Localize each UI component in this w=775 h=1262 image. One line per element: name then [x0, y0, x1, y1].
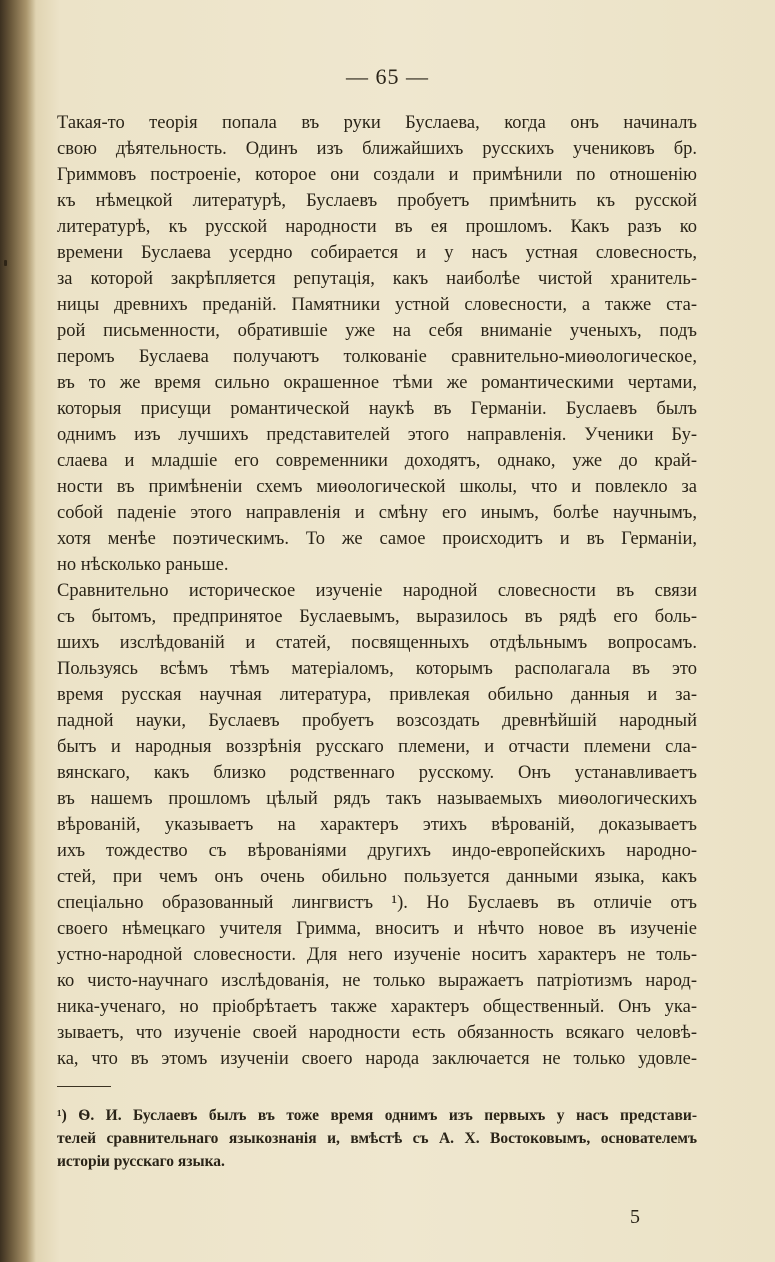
text-line: времени Буслаева усердно собирается и у насъ устная словесность, [57, 243, 697, 263]
text-line: въ то же время сильно окрашенное тѣми же романтическими чертами, [57, 373, 697, 393]
text-line: ихъ тождество съ вѣрованіями другихъ индо-европейскихъ народно- [57, 841, 697, 861]
text-line: падной науки, Буслаевъ пробуетъ возсоздать древнѣйшій народный [57, 711, 697, 731]
text-line: ка, что въ этомъ изученіи своего народа заключается не только удовле- [57, 1049, 697, 1069]
text-line: хотя менѣе поэтическимъ. То же самое происходитъ и въ Германіи, [57, 529, 697, 549]
text-line: перомъ Буслаева получаютъ толкованіе сравнительно-миѳологическое, [57, 347, 697, 367]
text-line: ности въ примѣненіи схемъ миѳологической школы, что и повлекло за [57, 477, 697, 497]
signature-mark: 5 [630, 1206, 640, 1228]
text-line: вянскаго, какъ близко родственнаго русскому. Онъ устанавливаетъ [57, 763, 697, 783]
text-line: шихъ изслѣдованій и статей, посвященныхъ отдѣльнымъ вопросамъ. [57, 633, 697, 653]
text-line: вѣрованій, указываетъ на характеръ этихъ вѣрованій, доказываетъ [57, 815, 697, 835]
body-text [57, 110, 697, 1072]
footnote-line: ¹) Ѳ. И. Буслаевъ былъ въ тоже время однимъ изъ первыхъ у насъ представи- [57, 1107, 697, 1124]
text-line: рой письменности, обратившіе уже на себя вниманіе ученыхъ, подъ [57, 321, 697, 341]
text-line: въ нашемъ прошломъ цѣлый рядъ такъ называемыхъ миѳологическихъ [57, 789, 697, 809]
text-line: съ бытомъ, предпринятое Буслаевымъ, выразилось въ рядѣ его боль- [57, 607, 697, 627]
text-line: но нѣсколько раньше. [57, 555, 229, 575]
text-line: которыя присущи романтической наукѣ въ Германіи. Буслаевъ былъ [57, 399, 697, 419]
text-line: стей, при чемъ онъ очень обильно пользуется данными языка, какъ [57, 867, 697, 887]
edge-mark [4, 260, 7, 266]
footnote-line: исторіи русскаго языка. [57, 1153, 225, 1170]
text-line: за которой закрѣпляется репутація, какъ наиболѣе чистой хранитель- [57, 269, 697, 289]
text-line: ко чисто-научнаго изслѣдованія, не только выражаетъ патріотизмъ народ- [57, 971, 697, 991]
text-line: зываетъ, что изученіе своей народности есть обязанность всякаго человѣ- [57, 1023, 697, 1043]
page-number: — 65 — [346, 64, 429, 89]
text-line: устно-народной словесности. Для него изученіе носитъ характеръ не толь- [57, 945, 697, 965]
text-line: бытъ и народныя воззрѣнія русскаго племени, и отчасти племени сла- [57, 737, 697, 757]
footnote-rule [57, 1086, 111, 1087]
text-line: слаева и младшіе его современники доходятъ, однако, уже до край- [57, 451, 697, 471]
text-line: литературѣ, къ русской народности въ ея прошломъ. Какъ разъ ко [57, 217, 697, 237]
text-line: Пользуясь всѣмъ тѣмъ матеріаломъ, которымъ располагала въ это [57, 659, 697, 679]
text-line: время русская научная литература, привлекая обильно данныя и за- [57, 685, 697, 705]
text-line: собой паденіе этого направленія и смѣну его инымъ, болѣе научнымъ, [57, 503, 697, 523]
footnote [57, 1104, 697, 1173]
footnote-line: телей сравнительнаго языкознанія и, вмѣстѣ съ А. Х. Востоковымъ, основателемъ [57, 1130, 697, 1147]
text-line: Сравнительно историческое изученіе народной словесности въ связи [57, 581, 697, 601]
text-line: свою дѣятельность. Одинъ изъ ближайшихъ русскихъ учениковъ бр. [57, 139, 697, 159]
text-line: ника-ученаго, но пріобрѣтаетъ также характеръ общественный. Онъ ука- [57, 997, 697, 1017]
text-line: къ нѣмецкой литературѣ, Буслаевъ пробуетъ примѣнить къ русской [57, 191, 697, 211]
text-line: ницы древнихъ преданій. Памятники устной словесности, а также ста- [57, 295, 697, 315]
book-binding-shadow [0, 0, 36, 1262]
text-line: спеціально образованный лингвистъ ¹). Но Буслаевъ въ отличіе отъ [57, 893, 697, 913]
text-line: Такая-то теорія попала въ руки Буслаева, когда онъ начиналъ [57, 113, 697, 133]
text-line: своего нѣмецкаго учителя Гримма, вноситъ и нѣчто новое въ изученіе [57, 919, 697, 939]
text-line: однимъ изъ лучшихъ представителей этого направленія. Ученики Бу- [57, 425, 697, 445]
text-line: Гриммовъ построеніе, которое они создали и примѣнили по отношенію [57, 165, 697, 185]
